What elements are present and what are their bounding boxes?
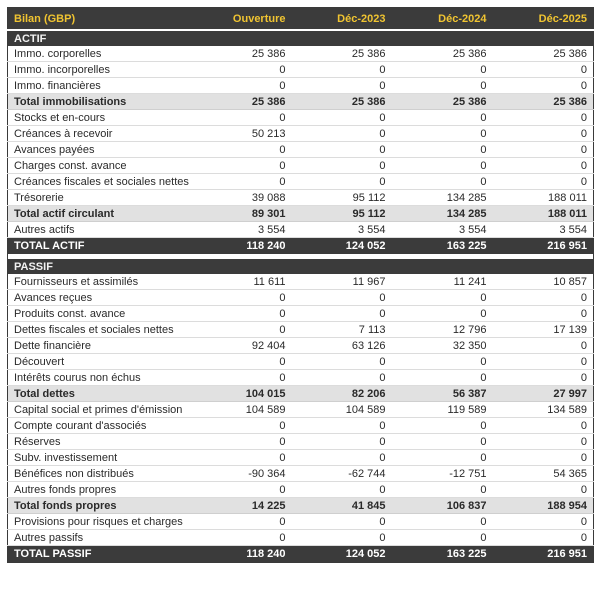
row-value: 3 554 <box>292 222 392 238</box>
section-title: ACTIF <box>8 30 594 46</box>
row-label: Réserves <box>8 434 194 450</box>
row-value: 0 <box>292 290 392 306</box>
row-value: 104 015 <box>194 386 292 402</box>
row-value: 50 213 <box>194 126 292 142</box>
table-row <box>8 514 594 530</box>
row-label: Dette financière <box>8 338 194 354</box>
row-value: 0 <box>493 530 594 546</box>
section-title: PASSIF <box>8 259 594 274</box>
row-value: 0 <box>392 174 493 190</box>
row-label: Intérêts courus non échus <box>8 370 194 386</box>
row-value: 27 997 <box>493 386 594 402</box>
table-row <box>8 418 594 434</box>
row-value: 0 <box>392 418 493 434</box>
row-value: 0 <box>292 418 392 434</box>
column-header: Ouverture <box>194 8 292 31</box>
row-label: Total actif circulant <box>8 206 194 222</box>
table-row <box>8 530 594 546</box>
row-value: 92 404 <box>194 338 292 354</box>
row-label: Autres fonds propres <box>8 482 194 498</box>
table-row <box>8 290 594 306</box>
table-title-cell: Bilan (GBP) <box>8 8 194 31</box>
row-value: 188 954 <box>493 498 594 514</box>
table-row <box>8 62 594 78</box>
row-value: 0 <box>194 450 292 466</box>
row-label: TOTAL ACTIF <box>8 238 194 255</box>
row-value: 0 <box>493 514 594 530</box>
row-value: 0 <box>194 290 292 306</box>
row-value: 0 <box>392 450 493 466</box>
row-value: 0 <box>194 482 292 498</box>
row-value: 0 <box>493 62 594 78</box>
header-row <box>8 8 594 31</box>
row-label: Dettes fiscales et sociales nettes <box>8 322 194 338</box>
row-label: Créances fiscales et sociales nettes <box>8 174 194 190</box>
row-label: Bénéfices non distribués <box>8 466 194 482</box>
row-label: Stocks et en-cours <box>8 110 194 126</box>
row-value: 0 <box>392 158 493 174</box>
column-header: Déc-2025 <box>493 8 594 31</box>
row-value: 0 <box>493 418 594 434</box>
row-value: 216 951 <box>493 238 594 255</box>
row-value: 0 <box>194 158 292 174</box>
row-value: 104 589 <box>194 402 292 418</box>
row-value: 0 <box>292 126 392 142</box>
row-value: 0 <box>392 306 493 322</box>
table-row <box>8 142 594 158</box>
row-label: Immo. financières <box>8 78 194 94</box>
row-label: TOTAL PASSIF <box>8 546 194 563</box>
row-value: 25 386 <box>292 46 392 62</box>
row-value: 14 225 <box>194 498 292 514</box>
table-row <box>8 450 594 466</box>
row-value: 124 052 <box>292 238 392 255</box>
row-value: 0 <box>292 158 392 174</box>
row-value: 188 011 <box>493 190 594 206</box>
row-value: 89 301 <box>194 206 292 222</box>
row-value: 0 <box>292 370 392 386</box>
row-value: 0 <box>194 306 292 322</box>
row-value: 0 <box>292 78 392 94</box>
table-row <box>8 338 594 354</box>
table-row <box>8 354 594 370</box>
row-value: 0 <box>493 482 594 498</box>
section-header <box>8 259 594 274</box>
row-value: 3 554 <box>392 222 493 238</box>
column-header: Déc-2024 <box>392 8 493 31</box>
table-row <box>8 386 594 402</box>
row-value: 118 240 <box>194 238 292 255</box>
row-value: 0 <box>194 434 292 450</box>
row-value: 0 <box>194 78 292 94</box>
column-header: Déc-2023 <box>292 8 392 31</box>
row-value: 0 <box>493 78 594 94</box>
row-value: 25 386 <box>493 46 594 62</box>
row-value: 0 <box>392 434 493 450</box>
row-value: 0 <box>194 322 292 338</box>
row-value: 0 <box>194 354 292 370</box>
row-label: Total dettes <box>8 386 194 402</box>
row-label: Avances reçues <box>8 290 194 306</box>
row-value: 32 350 <box>392 338 493 354</box>
row-value: 25 386 <box>392 94 493 110</box>
row-value: 0 <box>392 354 493 370</box>
row-value: 7 113 <box>292 322 392 338</box>
row-label: Total immobilisations <box>8 94 194 110</box>
row-value: 25 386 <box>194 46 292 62</box>
row-value: 188 011 <box>493 206 594 222</box>
row-value: 0 <box>292 62 392 78</box>
row-label: Découvert <box>8 354 194 370</box>
row-label: Avances payées <box>8 142 194 158</box>
row-value: 0 <box>292 174 392 190</box>
row-label: Fournisseurs et assimilés <box>8 274 194 290</box>
row-value: 17 139 <box>493 322 594 338</box>
table-row <box>8 110 594 126</box>
row-label: Produits const. avance <box>8 306 194 322</box>
row-label: Subv. investissement <box>8 450 194 466</box>
row-value: 0 <box>292 354 392 370</box>
row-value: 104 589 <box>292 402 392 418</box>
row-value: 0 <box>292 110 392 126</box>
row-value: 11 611 <box>194 274 292 290</box>
row-value: 134 285 <box>392 206 493 222</box>
row-value: 134 589 <box>493 402 594 418</box>
row-value: 118 240 <box>194 546 292 563</box>
row-value: 0 <box>392 514 493 530</box>
row-value: 119 589 <box>392 402 493 418</box>
row-value: 0 <box>493 174 594 190</box>
row-value: 0 <box>493 434 594 450</box>
row-value: 25 386 <box>493 94 594 110</box>
row-value: 0 <box>493 158 594 174</box>
row-value: 0 <box>392 62 493 78</box>
row-value: 0 <box>493 142 594 158</box>
row-label: Compte courant d'associés <box>8 418 194 434</box>
table-row <box>8 222 594 238</box>
row-value: 134 285 <box>392 190 493 206</box>
row-value: -62 744 <box>292 466 392 482</box>
row-label: Capital social et primes d'émission <box>8 402 194 418</box>
table-row <box>8 402 594 418</box>
row-value: 0 <box>194 514 292 530</box>
row-value: 12 796 <box>392 322 493 338</box>
row-value: 163 225 <box>392 238 493 255</box>
row-value: 0 <box>292 306 392 322</box>
row-value: 95 112 <box>292 190 392 206</box>
balance-sheet-table <box>7 7 594 563</box>
row-value: -90 364 <box>194 466 292 482</box>
row-value: 0 <box>392 482 493 498</box>
row-value: 0 <box>493 354 594 370</box>
row-value: 11 967 <box>292 274 392 290</box>
row-label: Provisions pour risques et charges <box>8 514 194 530</box>
row-label: Immo. incorporelles <box>8 62 194 78</box>
row-value: 106 837 <box>392 498 493 514</box>
table-row <box>8 370 594 386</box>
table-row <box>8 126 594 142</box>
row-value: 0 <box>392 290 493 306</box>
row-value: 0 <box>194 174 292 190</box>
table-row <box>8 174 594 190</box>
row-value: 0 <box>194 418 292 434</box>
row-value: 0 <box>194 62 292 78</box>
row-value: 0 <box>194 370 292 386</box>
row-value: 0 <box>392 142 493 158</box>
row-value: 0 <box>292 142 392 158</box>
table-row <box>8 94 594 110</box>
row-value: 63 126 <box>292 338 392 354</box>
row-value: 0 <box>292 514 392 530</box>
table-body <box>8 30 594 563</box>
table-row <box>8 482 594 498</box>
row-value: 0 <box>493 126 594 142</box>
row-value: 3 554 <box>194 222 292 238</box>
table-row <box>8 158 594 174</box>
table-row <box>8 190 594 206</box>
row-value: 216 951 <box>493 546 594 563</box>
table-row <box>8 546 594 563</box>
row-value: 0 <box>392 370 493 386</box>
row-value: 25 386 <box>392 46 493 62</box>
row-value: 0 <box>493 370 594 386</box>
row-value: 0 <box>392 110 493 126</box>
row-value: 0 <box>292 434 392 450</box>
row-value: 25 386 <box>292 94 392 110</box>
section-header <box>8 30 594 46</box>
row-value: 82 206 <box>292 386 392 402</box>
row-label: Autres passifs <box>8 530 194 546</box>
table-row <box>8 322 594 338</box>
row-value: 3 554 <box>493 222 594 238</box>
row-value: -12 751 <box>392 466 493 482</box>
row-value: 0 <box>493 306 594 322</box>
row-value: 0 <box>292 450 392 466</box>
row-value: 0 <box>292 482 392 498</box>
row-label: Immo. corporelles <box>8 46 194 62</box>
row-value: 39 088 <box>194 190 292 206</box>
table-row <box>8 498 594 514</box>
row-value: 0 <box>493 110 594 126</box>
table-row <box>8 206 594 222</box>
row-value: 0 <box>194 110 292 126</box>
row-label: Charges const. avance <box>8 158 194 174</box>
row-value: 0 <box>493 450 594 466</box>
table-row <box>8 306 594 322</box>
row-value: 0 <box>392 78 493 94</box>
table-row <box>8 434 594 450</box>
table-head <box>8 8 594 31</box>
row-value: 10 857 <box>493 274 594 290</box>
row-value: 54 365 <box>493 466 594 482</box>
row-label: Total fonds propres <box>8 498 194 514</box>
row-value: 56 387 <box>392 386 493 402</box>
row-value: 95 112 <box>292 206 392 222</box>
row-value: 41 845 <box>292 498 392 514</box>
row-value: 0 <box>194 530 292 546</box>
table-row <box>8 46 594 62</box>
table-row <box>8 274 594 290</box>
row-value: 0 <box>493 290 594 306</box>
row-value: 163 225 <box>392 546 493 563</box>
table-row <box>8 238 594 255</box>
row-value: 11 241 <box>392 274 493 290</box>
row-value: 0 <box>292 530 392 546</box>
row-label: Autres actifs <box>8 222 194 238</box>
table-row <box>8 78 594 94</box>
row-value: 124 052 <box>292 546 392 563</box>
row-label: Trésorerie <box>8 190 194 206</box>
row-value: 0 <box>493 338 594 354</box>
row-value: 0 <box>392 126 493 142</box>
row-label: Créances à recevoir <box>8 126 194 142</box>
table-row <box>8 466 594 482</box>
row-value: 0 <box>392 530 493 546</box>
row-value: 25 386 <box>194 94 292 110</box>
row-value: 0 <box>194 142 292 158</box>
